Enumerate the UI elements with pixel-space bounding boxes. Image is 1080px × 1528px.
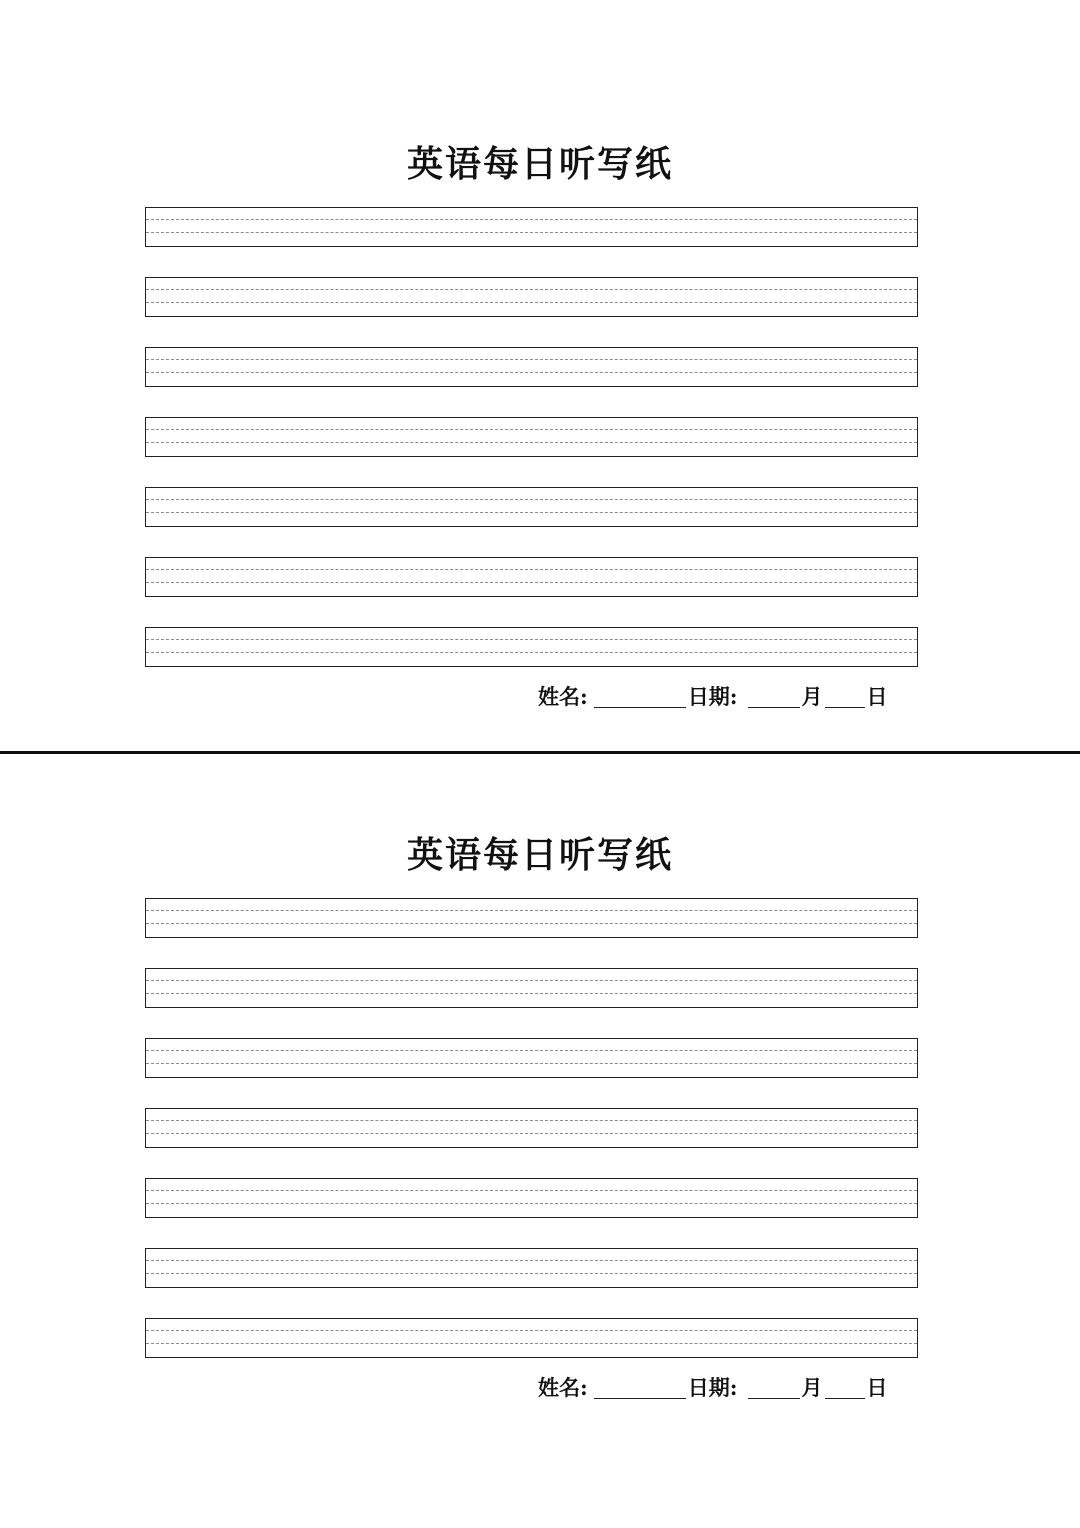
writing-line-group[interactable] [145,557,918,597]
writing-line-group[interactable] [145,277,918,317]
date-label: 日期: [687,1375,738,1400]
sheet-footer [538,1373,918,1403]
writing-line-group[interactable] [145,1038,918,1078]
sheet-title: 英语每日听写纸 [406,834,673,876]
writing-line-group[interactable] [145,207,918,247]
name-label: 姓名: [538,684,588,709]
day-blank[interactable] [825,1376,865,1399]
writing-line-group[interactable] [145,347,918,387]
month-blank[interactable] [748,1376,800,1399]
sheet-title: 英语每日听写纸 [406,143,673,185]
writing-line-group[interactable] [145,627,918,667]
month-label: 月 [801,1375,823,1400]
day-label: 日 [866,684,888,709]
name-label: 姓名: [538,1375,588,1400]
dictation-sheet-bottom [0,691,1080,1400]
month-label: 月 [801,684,823,709]
writing-line-group[interactable] [145,1108,918,1148]
dictation-sheet-top [0,0,1080,709]
day-label: 日 [866,1375,888,1400]
writing-line-group[interactable] [145,1318,918,1358]
writing-line-group[interactable] [145,968,918,1008]
writing-line-group[interactable] [145,1178,918,1218]
writing-line-group[interactable] [145,898,918,938]
name-blank[interactable] [594,1376,686,1399]
writing-line-group[interactable] [145,417,918,457]
writing-line-group[interactable] [145,1248,918,1288]
date-label: 日期: [687,684,738,709]
writing-line-group[interactable] [145,487,918,527]
